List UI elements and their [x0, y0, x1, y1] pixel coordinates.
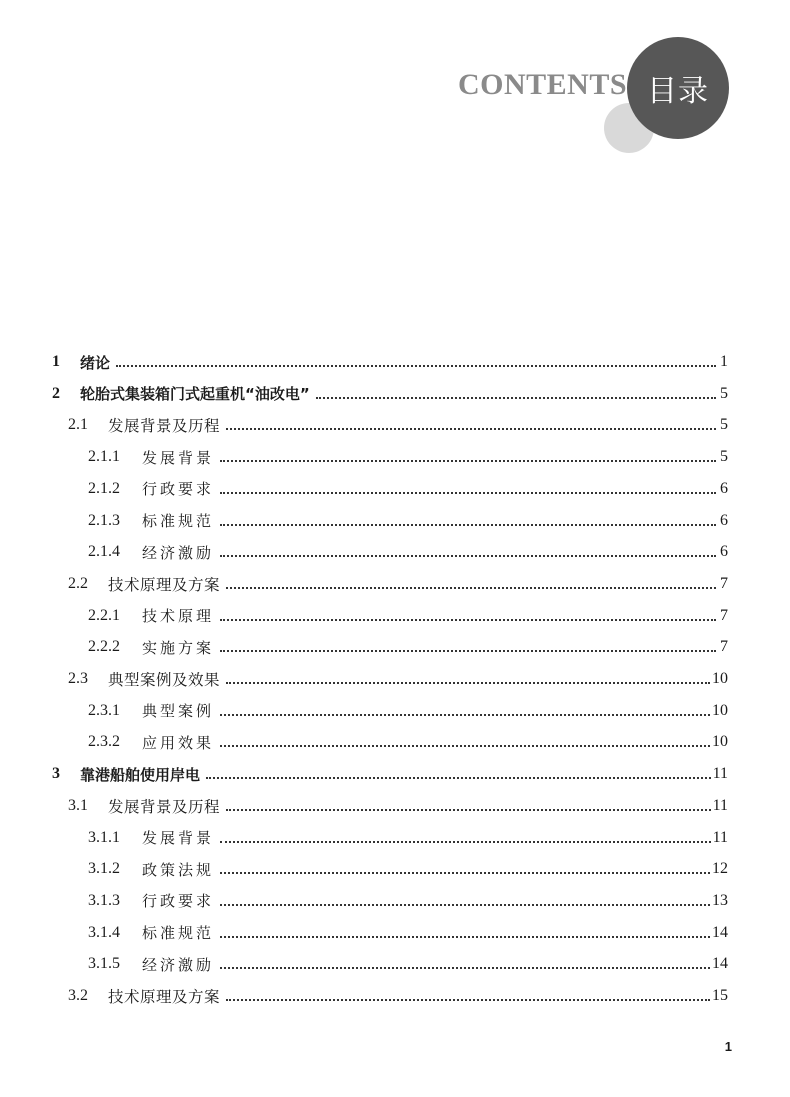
toc-entry-page: 12 [712, 860, 728, 878]
toc-entry-title: 技术原理及方案 [108, 988, 221, 1006]
toc-entry[interactable] [88, 728, 728, 756]
toc-entry-page: 10 [712, 670, 728, 687]
toc-entry-title: 发展背景及历程 [108, 417, 221, 436]
contents-header [0, 0, 790, 170]
toc-entry[interactable] [88, 443, 728, 471]
dot-leader [226, 809, 711, 811]
toc-entry-page: 15 [712, 987, 728, 1004]
toc-entry-page: 7 [720, 638, 728, 656]
toc-entry-title: 政策法规 [142, 860, 215, 879]
dot-leader [226, 999, 710, 1001]
toc-entry-page: 11 [712, 765, 728, 783]
dot-leader [220, 460, 716, 462]
toc-entry[interactable] [88, 475, 728, 503]
toc-entry-title: 典型案例 [142, 702, 215, 721]
toc-entry-number: 2.2 [68, 574, 88, 592]
toc-entry-title: 标准规范 [142, 924, 215, 943]
toc-entry-page: 6 [720, 479, 728, 497]
toc-entry-number: 3.1 [68, 796, 88, 814]
toc-entry-number: 2.2.2 [88, 638, 120, 656]
toc-entry-number: 2.1.4 [88, 543, 120, 561]
toc-entry-number: 2.1.3 [88, 511, 120, 529]
dot-leader [220, 936, 710, 938]
toc-entry-number: 3.1.1 [88, 828, 120, 846]
toc-entry-title: 行政要求 [142, 892, 215, 911]
toc-entry-title: 发展背景及历程 [108, 797, 221, 816]
dot-leader [220, 841, 711, 843]
toc-entry-page: 11 [712, 796, 728, 814]
dot-leader [220, 872, 710, 874]
toc-entry-title: 典型案例及效果 [108, 671, 221, 689]
toc-entry-page: 10 [712, 733, 728, 751]
toc-entry-number: 3.2 [68, 987, 88, 1004]
toc-entry[interactable] [88, 538, 728, 566]
toc-entry-title: 技术原理及方案 [108, 575, 221, 594]
dot-leader [220, 555, 716, 557]
dot-leader [220, 904, 710, 906]
toc-entry[interactable] [88, 507, 728, 535]
toc-entry-title: 实施方案 [142, 638, 215, 657]
toc-entry-number: 2.1 [68, 416, 88, 434]
toc-entry-title: 经济激励 [142, 955, 215, 974]
toc-entry-page: 7 [720, 574, 728, 592]
contents-badge-label: 目录 [647, 74, 709, 109]
toc-entry-number: 3.1.3 [88, 891, 120, 909]
toc-entry[interactable] [52, 760, 728, 788]
page-number: 1 [724, 1039, 732, 1054]
toc-entry-page: 6 [720, 511, 728, 529]
toc-entry-page: 5 [720, 448, 728, 466]
toc-entry-page: 10 [712, 701, 728, 719]
toc-entry[interactable] [52, 348, 728, 376]
toc-entry-title: 经济激励 [142, 543, 215, 562]
dot-leader [316, 397, 716, 399]
toc-entry-number: 2.1.1 [88, 448, 120, 466]
dot-leader [226, 682, 710, 684]
contents-title: CONTENTS [458, 68, 628, 101]
toc-entry-title: 标准规范 [142, 512, 215, 530]
dot-leader [220, 492, 716, 494]
toc-entry-number: 2.3.2 [88, 733, 120, 751]
dot-leader [220, 745, 710, 747]
toc-entry[interactable] [88, 919, 728, 947]
dot-leader [220, 524, 716, 526]
toc-entry-page: 13 [712, 891, 728, 909]
dot-leader [206, 777, 711, 779]
toc-entry-page: 14 [712, 955, 728, 973]
toc-entry-page: 11 [712, 828, 728, 846]
toc-entry-page: 6 [720, 543, 728, 561]
toc-entry[interactable] [88, 697, 728, 725]
toc-entry-title: 轮胎式集装箱门式起重机“油改电” [80, 385, 310, 404]
dot-leader [220, 714, 710, 716]
toc-entry[interactable] [88, 824, 728, 852]
dot-leader [226, 587, 716, 589]
toc-entry-number: 1 [52, 353, 60, 370]
toc-entry[interactable] [88, 855, 728, 883]
toc-entry[interactable] [68, 982, 728, 1010]
toc-entry-title: 行政要求 [142, 480, 215, 499]
toc-entry-number: 3 [52, 765, 60, 783]
toc-entry-page: 14 [712, 923, 728, 941]
toc-entry-number: 2.2.1 [88, 606, 120, 624]
toc-entry[interactable] [68, 665, 728, 693]
toc-entry-title: 应用效果 [142, 733, 215, 752]
toc-entry[interactable] [88, 602, 728, 630]
dot-leader [220, 967, 710, 969]
toc-entry[interactable] [88, 887, 728, 915]
toc-entry[interactable] [88, 633, 728, 661]
toc-entry[interactable] [68, 411, 728, 439]
dot-leader [220, 619, 716, 621]
toc-entry-number: 3.1.4 [88, 923, 120, 941]
toc-entry[interactable] [68, 570, 728, 598]
contents-badge [627, 37, 729, 139]
toc-entry-page: 1 [720, 353, 728, 370]
toc-entry-number: 2 [52, 384, 60, 402]
dot-leader [220, 650, 716, 652]
toc-entry-number: 2.3 [68, 670, 88, 687]
toc-entry[interactable] [88, 950, 728, 978]
toc-entry-page: 5 [720, 384, 728, 402]
toc-entry-title: 靠港船舶使用岸电 [80, 765, 201, 784]
toc-entry[interactable] [68, 792, 728, 820]
toc-entry-number: 2.1.2 [88, 479, 120, 497]
toc-entry-number: 3.1.5 [88, 955, 120, 973]
toc-entry-page: 5 [720, 416, 728, 434]
toc-entry-title: 技术原理 [142, 607, 215, 626]
toc-entry-title: 绪论 [80, 353, 111, 372]
toc-entry[interactable] [52, 380, 728, 408]
toc-entry-page: 7 [720, 606, 728, 624]
toc-entry-title: 发展背景 [142, 448, 215, 467]
toc-entry-number: 2.3.1 [88, 701, 120, 719]
dot-leader [116, 365, 716, 367]
toc-entry-number: 3.1.2 [88, 860, 120, 878]
toc-entry-title: 发展背景 [142, 829, 215, 847]
dot-leader [226, 428, 716, 430]
